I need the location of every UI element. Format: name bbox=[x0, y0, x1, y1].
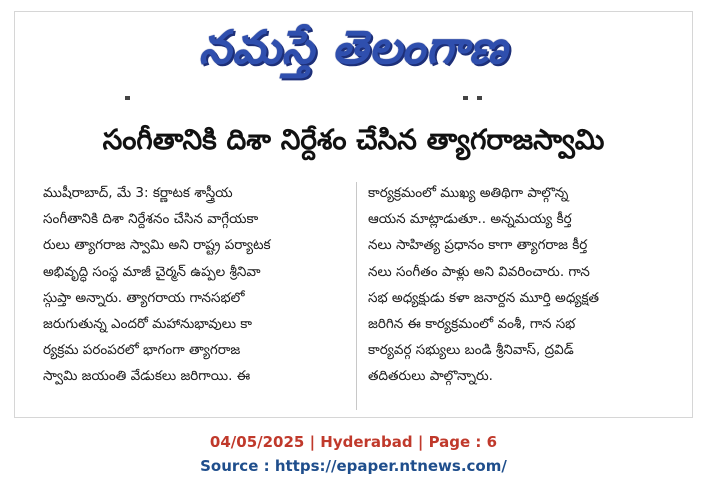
article-text-line: ముషీరాబాద్, మే 3: కర్ణాటక శాస్త్రీయ bbox=[43, 185, 233, 201]
article-text-line: నలు సాహిత్య ప్రధానం కాగా త్యాగరాజ కీర్త bbox=[368, 237, 588, 254]
article-text-line: జరుగుతున్న ఎందరో మహానుభావులు కా bbox=[43, 315, 253, 332]
article-headline: సంగీతానికి దిశా నిర్దేశం చేసిన త్యాగరాజస్వామి bbox=[102, 123, 605, 156]
article-text-line: స్వామి జయంతి వేడుకలు జరిగాయి. ఈ bbox=[43, 368, 251, 385]
article-text-line: ఆయన మాట్లాడుతూ.. అన్నమయ్య కీర్త bbox=[368, 211, 572, 228]
article-text-line: తదితరులు పాల్గొన్నారు. bbox=[368, 368, 493, 385]
clip-mark bbox=[463, 96, 468, 100]
newspaper-clipping bbox=[14, 11, 693, 418]
clipping-edge-marks bbox=[15, 96, 692, 102]
article-text-line: జరిగిన ఈ కార్యక్రమంలో వంశీ, గాన సభ bbox=[368, 315, 576, 332]
article-text-line: కార్యక్రమంలో ముఖ్య అతిథిగా పాల్గొన్న bbox=[368, 185, 569, 201]
clipping-date-location-page: 04/05/2025 | Hyderabad | Page : 6 bbox=[209, 433, 498, 451]
article-text-line: స్గుప్తా అన్నారు. త్యాగరాయ గానసభలో bbox=[43, 289, 245, 306]
article-body-left-column bbox=[43, 180, 353, 390]
article-text-line: సభ అధ్యక్షుడు కళా జనార్దన మూర్తి అధ్యక్షత bbox=[368, 289, 600, 306]
clip-mark bbox=[477, 96, 482, 100]
column-divider bbox=[356, 182, 357, 410]
article-text-line: రులు త్యాగరాజ స్వామి అని రాష్ట్ర పర్యాటక bbox=[43, 237, 271, 254]
clip-mark bbox=[125, 96, 130, 100]
article-text-line: నలు సంగీతం పాళ్లు అని వివరించారు. గాన bbox=[368, 263, 590, 280]
article-text-line: ర్యక్రమ పరంపరలో భాగంగా త్యాగరాజ bbox=[43, 342, 241, 359]
article-text-line: అభివృద్ధి సంస్థ మాజీ చైర్మన్ ఉప్పల శ్రీనివా bbox=[43, 263, 261, 280]
article-body-right-column bbox=[368, 180, 668, 390]
article-text-line: కార్యవర్గ సభ్యులు బండి శ్రీనివాస్, ద్రవిడ్ bbox=[368, 342, 574, 359]
masthead bbox=[15, 16, 692, 78]
masthead-title: నమస్తే తెలంగాణ bbox=[198, 20, 509, 74]
clipping-source-link[interactable]: Source : https://epaper.ntnews.com/ bbox=[200, 457, 507, 475]
article-text-line: సంగీతానికి దిశా నిర్దేశనం చేసిన వాగ్గేయకా bbox=[43, 211, 259, 228]
